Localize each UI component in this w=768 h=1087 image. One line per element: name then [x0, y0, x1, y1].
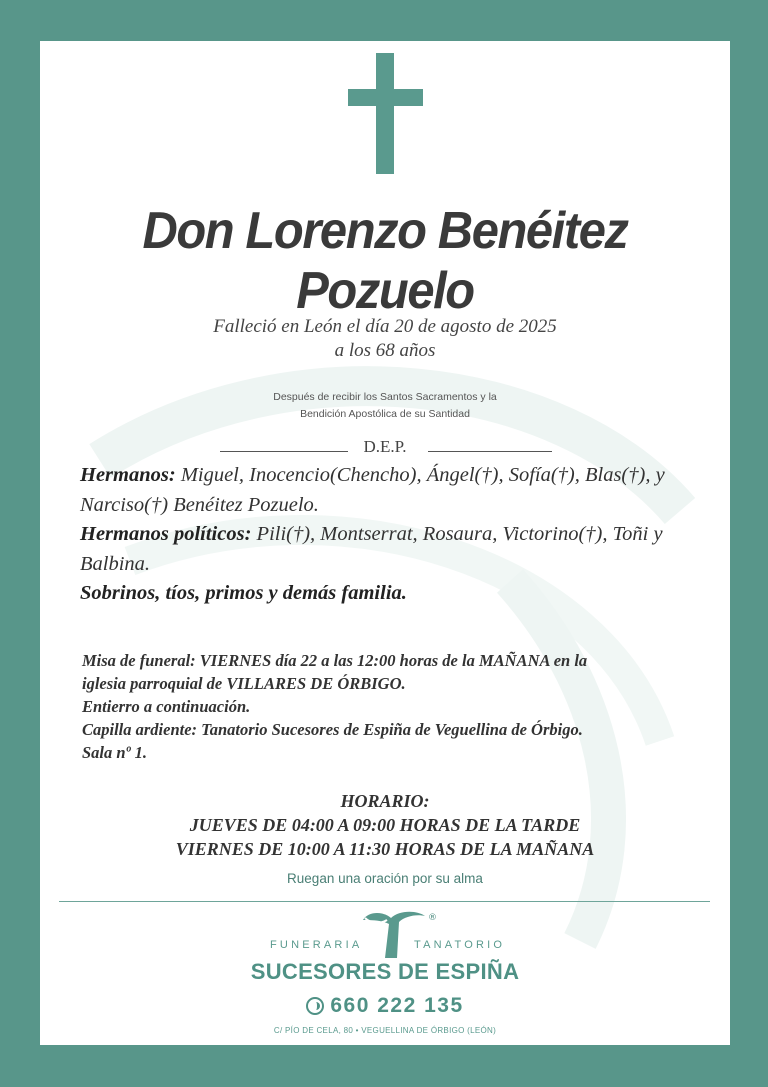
funeraria-label: FUNERARIA [270, 939, 363, 951]
deceased-name: Don Lorenzo Benéitez Pozuelo [142, 202, 628, 320]
phone-number: 660 222 135 [330, 994, 464, 1017]
dep-rule-right [428, 451, 552, 452]
sacraments-line-1: Después de recibir los Santos Sacramentos y la [273, 391, 497, 403]
prayer-request: Ruegan una oración por su alma [287, 871, 483, 886]
death-date: Falleció en León el día 20 de agosto de 2025 [213, 316, 557, 337]
funeral-home-address: C/ PÍO DE CELA, 80 • VEGUELLINA DE ÓRBIGO (LEÓN) [273, 1026, 497, 1035]
schedule-title: HORARIO: [340, 791, 430, 811]
funeral-mass-line-1: Misa de funeral: VIERNES día 22 a las 12:00 horas de la MAÑANA en la [82, 651, 588, 670]
cross-icon [376, 53, 394, 174]
other-relatives: Sobrinos, tíos, primos y demás familia. [80, 582, 407, 604]
funeral-home-phone [40, 994, 730, 1018]
death-notice [40, 315, 730, 363]
burial-note: Entierro a continuación. [82, 697, 251, 716]
funeral-mass-line-2: iglesia parroquial de VILLARES DE ÓRBIGO. [82, 674, 406, 693]
obituary-card [40, 41, 730, 1045]
inlaws-names: Pili(†), Montserrat, Rosaura, Victorino(†), Toñi y Balbina. [80, 523, 663, 575]
death-age: a los 68 años [334, 340, 436, 361]
sacraments-note [40, 389, 730, 423]
family-list [80, 461, 710, 609]
funeral-home-logo-icon [355, 906, 435, 964]
schedule [40, 789, 730, 861]
schedule-thursday: JUEVES DE 04:00 A 09:00 HORAS DE LA TARDE [189, 815, 581, 835]
schedule-friday: VIERNES DE 10:00 A 11:30 HORAS DE LA MAÑANA [175, 839, 595, 859]
footer-divider [59, 901, 710, 902]
tanatorio-label: TANATORIO [414, 939, 506, 951]
service-details [82, 649, 722, 764]
chapel-line-2: Sala nº 1. [82, 743, 148, 762]
funeral-home-name: SUCESORES DE ESPIÑA [250, 959, 520, 984]
inlaws-label: Hermanos políticos: [80, 523, 252, 545]
cross-icon-bar [348, 89, 423, 106]
dep-label: D.E.P. [363, 437, 407, 456]
sacraments-line-2: Bendición Apostólica de su Santidad [300, 408, 470, 420]
phone-icon [306, 997, 324, 1015]
registered-mark: ® [428, 913, 437, 923]
siblings-label: Hermanos: [80, 464, 176, 486]
siblings-names: Miguel, Inocencio(Chencho), Ángel(†), Sofía(†), Blas(†), y Narciso(†) Benéitez Pozuelo. [80, 464, 665, 516]
chapel-line-1: Capilla ardiente: Tanatorio Sucesores de Espiña de Veguellina de Órbigo. [82, 720, 583, 739]
